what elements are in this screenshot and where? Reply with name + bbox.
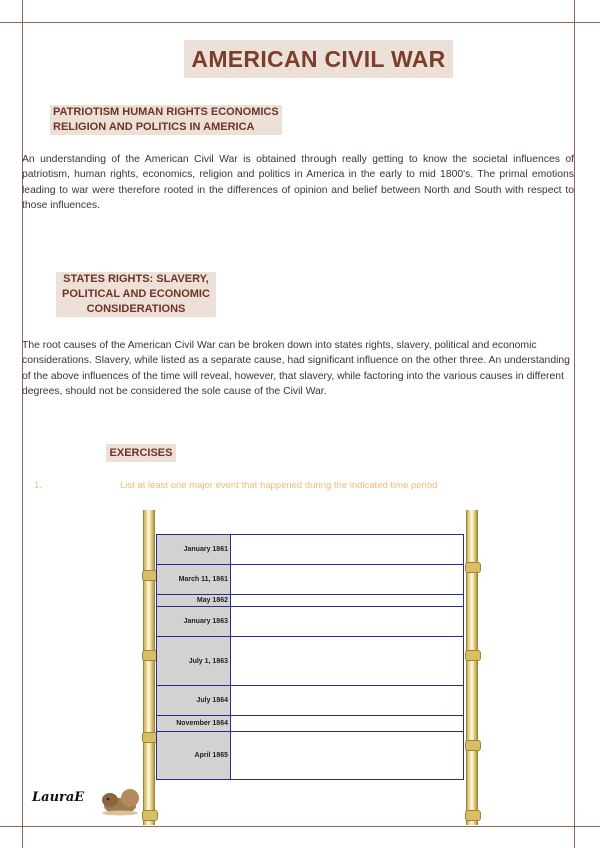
section2-heading-line3: CONSIDERATIONS xyxy=(86,303,186,315)
timeline-answer-cell[interactable] xyxy=(231,686,463,715)
timeline-answer-cell[interactable] xyxy=(231,565,463,594)
column-ring xyxy=(142,810,158,821)
timeline-answer-cell[interactable] xyxy=(231,732,463,779)
timeline-date: March 11, 1861 xyxy=(157,565,231,594)
page-title: AMERICAN CIVIL WAR xyxy=(184,40,453,78)
timeline-date: July 1864 xyxy=(157,686,231,715)
page-frame-top xyxy=(0,22,600,23)
timeline-date: July 1, 1863 xyxy=(157,637,231,685)
timeline-answer-cell[interactable] xyxy=(231,607,463,636)
timeline-row xyxy=(157,535,463,565)
timeline-date: May 1862 xyxy=(157,595,231,606)
section2-heading xyxy=(56,272,216,317)
timeline-answer-cell[interactable] xyxy=(231,595,463,606)
timeline-row xyxy=(157,607,463,637)
timeline-row xyxy=(157,686,463,716)
timeline-date: April 1865 xyxy=(157,732,231,779)
timeline-row xyxy=(157,732,463,779)
exercise-item-text: List at least one major event that happened during the indicated time period xyxy=(120,480,438,491)
section2-heading-line1: STATES RIGHTS: SLAVERY, xyxy=(63,273,209,285)
timeline-answer-cell[interactable] xyxy=(231,716,463,731)
timeline-row xyxy=(157,716,463,732)
column-ring xyxy=(465,810,481,821)
timeline-date: January 1863 xyxy=(157,607,231,636)
page-frame-right xyxy=(574,0,575,848)
section1-heading xyxy=(50,105,282,135)
section2-heading-line2: POLITICAL AND ECONOMIC xyxy=(62,288,210,300)
page-frame-bottom xyxy=(0,826,600,827)
timeline-answer-cell[interactable] xyxy=(231,535,463,564)
column-ring xyxy=(465,650,481,661)
section1-heading-line2: RELIGION AND POLITICS IN AMERICA xyxy=(53,121,255,133)
section2-body: The root causes of the American Civil War can be broken down into states rights, slavery, political and economic considerations. Slavery, while listed as a separate cause, had significant influence on the other three. An understanding of the above influences of the time will reveal, however, that slavery, while factoring into the various causes in different degrees, should not be considered the sole cause of the Civil War. xyxy=(22,340,570,398)
timeline-date: November 1864 xyxy=(157,716,231,731)
timeline-answer-cell[interactable] xyxy=(231,637,463,685)
page-frame-left xyxy=(22,0,23,848)
author-signature: LauraE xyxy=(32,790,85,805)
section1-body: An understanding of the American Civil War is obtained through really getting to know the societal influences of patriotism, human rights, economics, religion and politics in America in the early to mid 1800's. The primal emotions leading to war were therefore rooted in the differences of opinion and belief between North and South with respect to those influences. xyxy=(22,154,574,212)
squirrel-icon xyxy=(98,786,142,816)
timeline-row xyxy=(157,565,463,595)
column-ring xyxy=(465,740,481,751)
exercise-item-number: 1. xyxy=(34,480,42,491)
section1-heading-line1: PATRIOTISM HUMAN RIGHTS ECONOMICS xyxy=(53,106,279,118)
timeline-row xyxy=(157,595,463,607)
left-column-decoration xyxy=(143,510,155,825)
exercises-heading: EXERCISES xyxy=(106,444,176,462)
timeline-row xyxy=(157,637,463,686)
timeline-table xyxy=(156,534,464,780)
right-column-decoration xyxy=(466,510,478,825)
column-ring xyxy=(465,562,481,573)
timeline-date: January 1861 xyxy=(157,535,231,564)
